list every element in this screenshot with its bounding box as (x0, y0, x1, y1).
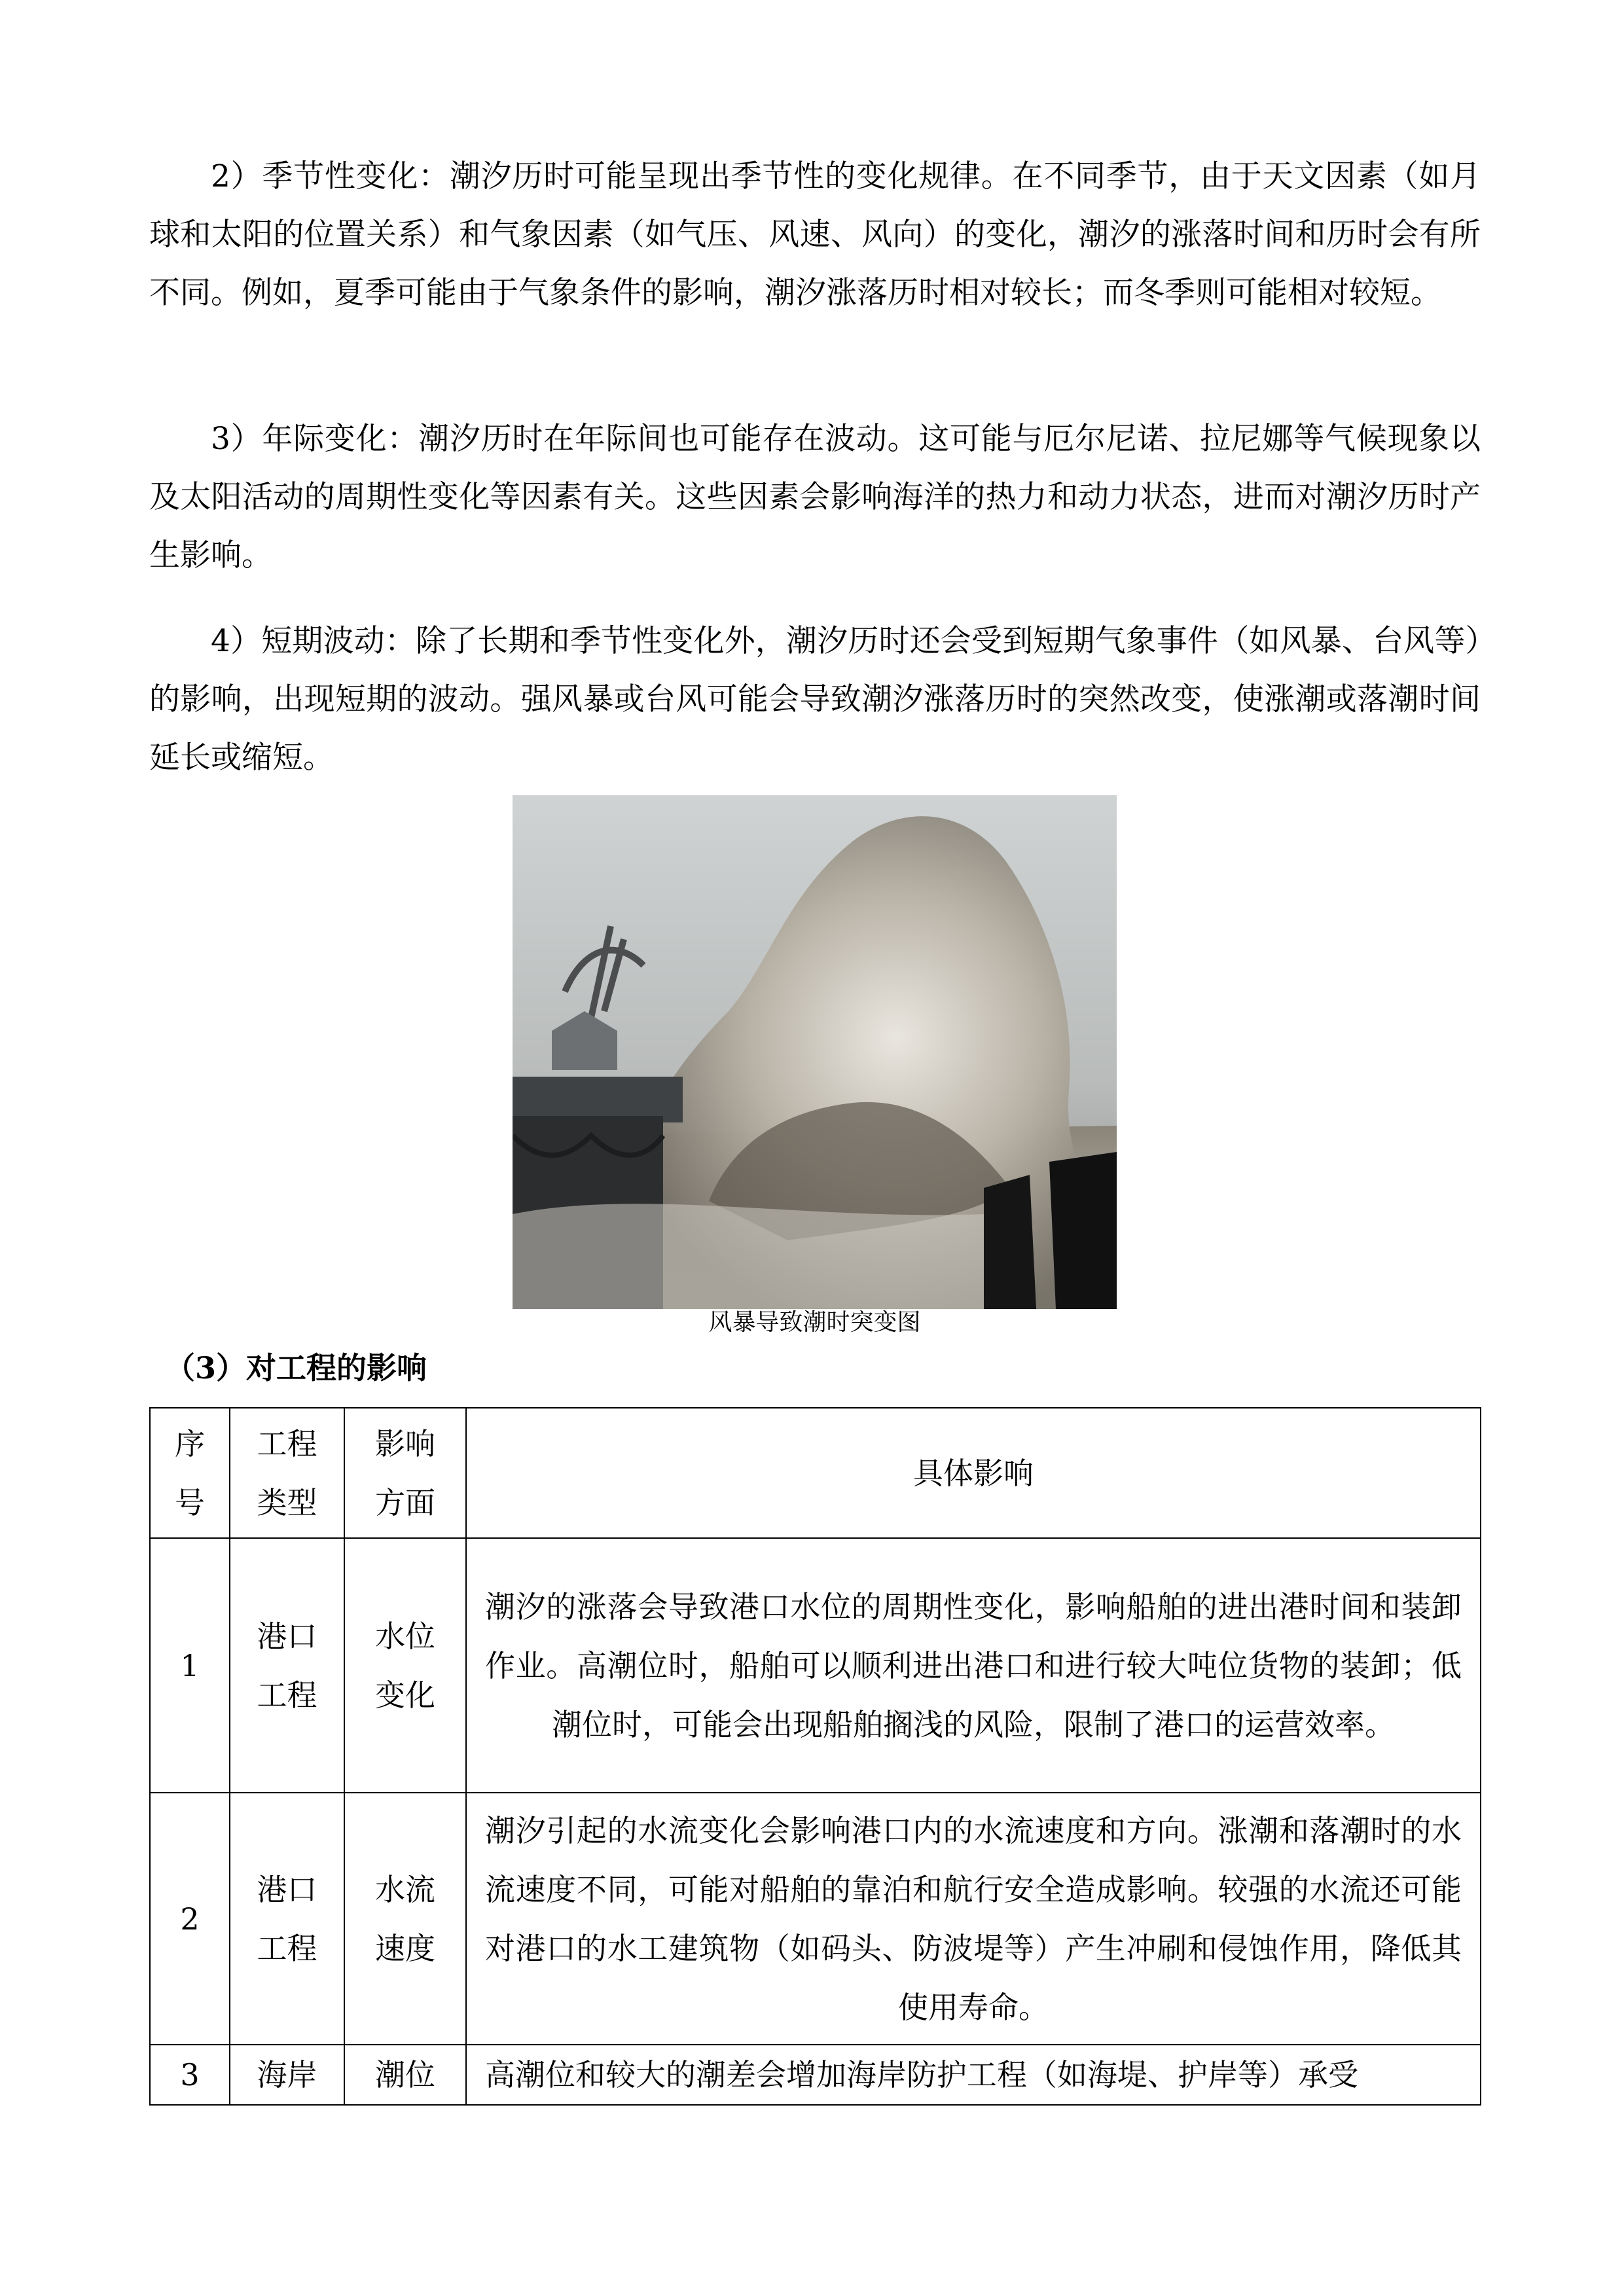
table-row (150, 1538, 1481, 1793)
paragraph-seasonal-change: 2）季节性变化：潮汐历时可能呈现出季节性的变化规律。在不同季节，由于天文因素（如月球和太阳的位置关系）和气象因素（如气压、风速、风向）的变化，潮汐的涨落时间和历时会有所不同。例如，夏季可能由于气象条件的影响，潮汐涨落历时相对较长；而冬季则可能相对较短。 (149, 158, 1481, 311)
header-cell: 影响方面 (344, 1408, 466, 1538)
impact-aspect: 潮位 (344, 2045, 466, 2105)
header-cell: 工程类型 (230, 1408, 344, 1538)
project-type: 海岸 (230, 2045, 344, 2105)
header-cell: 序号 (150, 1408, 230, 1538)
table-row (150, 2045, 1481, 2105)
project-type: 港口工程 (230, 1538, 344, 1793)
impact-detail: 潮汐的涨落会导致港口水位的周期性变化，影响船舶的进出港时间和装卸作业。高潮位时，船舶可以顺利进出港口和进行较大吨位货物的装卸；低潮位时，可能会出现船舶搁浅的风险，限制了港口的运营效率。 (466, 1538, 1481, 1793)
table-row (150, 1793, 1481, 2045)
impact-detail: 潮汐引起的水流变化会影响港口内的水流速度和方向。涨潮和落潮时的水流速度不同，可能对船舶的靠泊和航行安全造成影响。较强的水流还可能对港口的水工建筑物（如码头、防波堤等）产生冲刷和侵蚀作用，降低其使用寿命。 (466, 1793, 1481, 2045)
table-header-row (150, 1408, 1481, 1538)
section-title: （3）对工程的影响 (165, 1350, 427, 1386)
paragraph-short-term-fluctuation: 4）短期波动：除了长期和季节性变化外，潮汐历时还会受到短期气象事件（如风暴、台风等）的影响，出现短期的波动。强风暴或台风可能会导致潮汐涨落历时的突然改变，使涨潮或落潮时间延长或缩短。 (149, 623, 1481, 776)
row-number: 3 (150, 2045, 230, 2105)
figure-caption: 风暴导致潮时突变图 (708, 1309, 921, 1336)
storm-wave-photo (513, 795, 1117, 1309)
impact-detail: 高潮位和较大的潮差会增加海岸防护工程（如海堤、护岸等）承受 (466, 2045, 1481, 2105)
row-number: 2 (150, 1793, 230, 2045)
impact-aspect: 水流速度 (344, 1793, 466, 2045)
project-type: 港口工程 (230, 1793, 344, 2045)
paragraph-interannual-change: 3）年际变化：潮汐历时在年际间也可能存在波动。这可能与厄尔尼诺、拉尼娜等气候现象以及太阳活动的周期性变化等因素有关。这些因素会影响海洋的热力和动力状态，进而对潮汐历时产生影响。 (149, 421, 1481, 573)
row-number: 1 (150, 1538, 230, 1793)
impact-aspect: 水位变化 (344, 1538, 466, 1793)
engineering-impact-table (149, 1407, 1481, 2106)
header-cell: 具体影响 (466, 1408, 1481, 1538)
